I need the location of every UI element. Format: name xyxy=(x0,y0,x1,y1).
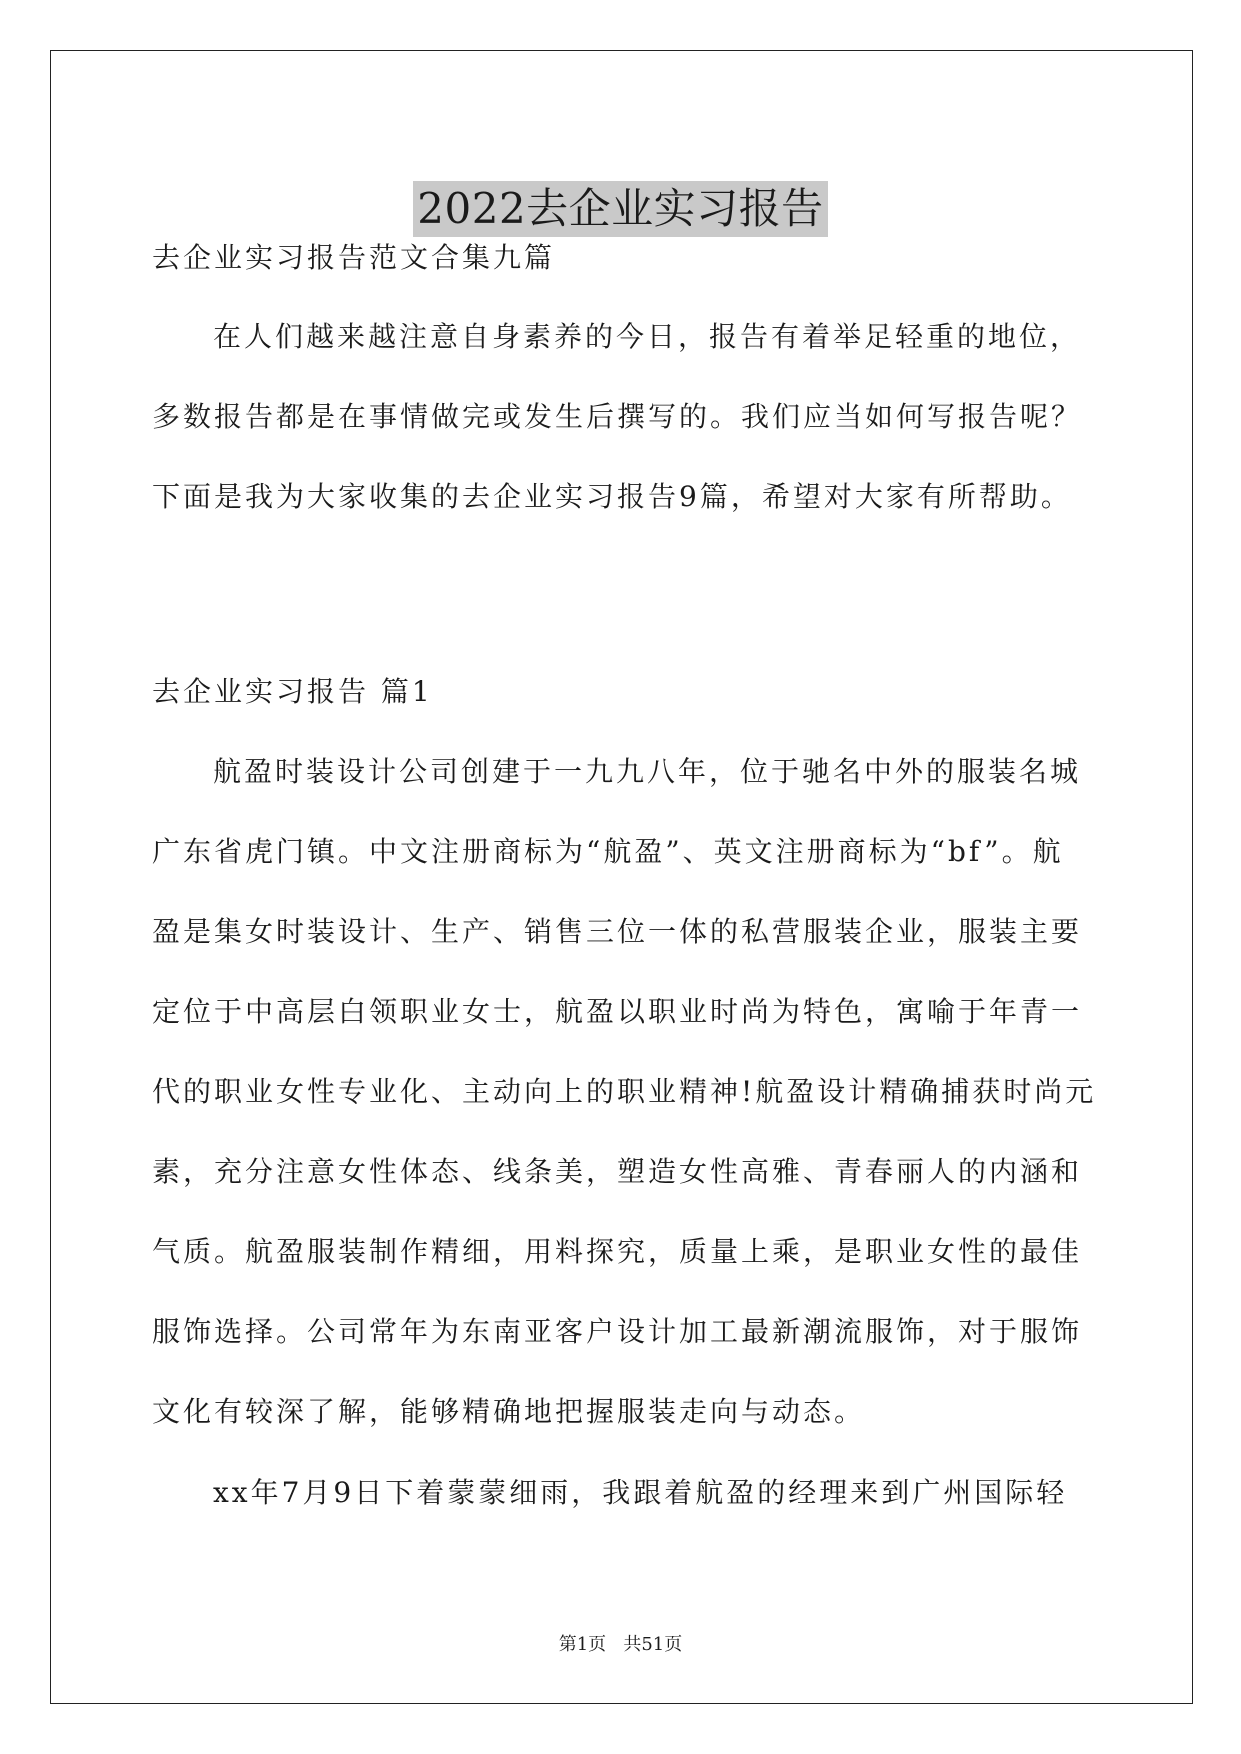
section-heading: 去企业实习报告 篇1 xyxy=(152,675,433,708)
document-title: 2022去企业实习报告 xyxy=(413,181,827,237)
body-line-9: 文化有较深了解，能够精确地把握服装走向与动态。 xyxy=(152,1395,866,1428)
intro-line-3: 下面是我为大家收集的去企业实习报告9篇，希望对大家有所帮助。 xyxy=(152,480,1072,513)
body-line-5: 代的职业女性专业化、主动向上的职业精神!航盈设计精确捕获时尚元 xyxy=(152,1075,1097,1108)
page-footer: 第1页 共51页 xyxy=(558,1634,683,1655)
intro-line-1: 在人们越来越注意自身素养的今日，报告有着举足轻重的地位， xyxy=(213,320,1082,353)
body-line-6: 素，充分注意女性体态、线条美，塑造女性高雅、青春丽人的内涵和 xyxy=(152,1155,1083,1188)
body-line-2: 广东省虎门镇。中文注册商标为“航盈”、英文注册商标为“bf”。航 xyxy=(152,835,1064,868)
body-line-4: 定位于中高层白领职业女士，航盈以职业时尚为特色，寓喻于年青一 xyxy=(152,995,1083,1028)
body-line-3: 盈是集女时装设计、生产、销售三位一体的私营服装企业，服装主要 xyxy=(152,915,1083,948)
body-line-8: 服饰选择。公司常年为东南亚客户设计加工最新潮流服饰，对于服饰 xyxy=(152,1315,1083,1348)
body-line-1: 航盈时装设计公司创建于一九九八年，位于驰名中外的服装名城 xyxy=(213,755,1082,788)
body-line-10: xx年7月9日下着蒙蒙细雨，我跟着航盈的经理来到广州国际轻 xyxy=(213,1476,1068,1509)
intro-line-2: 多数报告都是在事情做完或发生后撰写的。我们应当如何写报告呢？ xyxy=(152,400,1083,433)
body-line-7: 气质。航盈服装制作精细，用料探究，质量上乘，是职业女性的最佳 xyxy=(152,1235,1083,1268)
page-border xyxy=(50,50,1193,1704)
document-subtitle: 去企业实习报告范文合集九篇 xyxy=(152,241,556,274)
